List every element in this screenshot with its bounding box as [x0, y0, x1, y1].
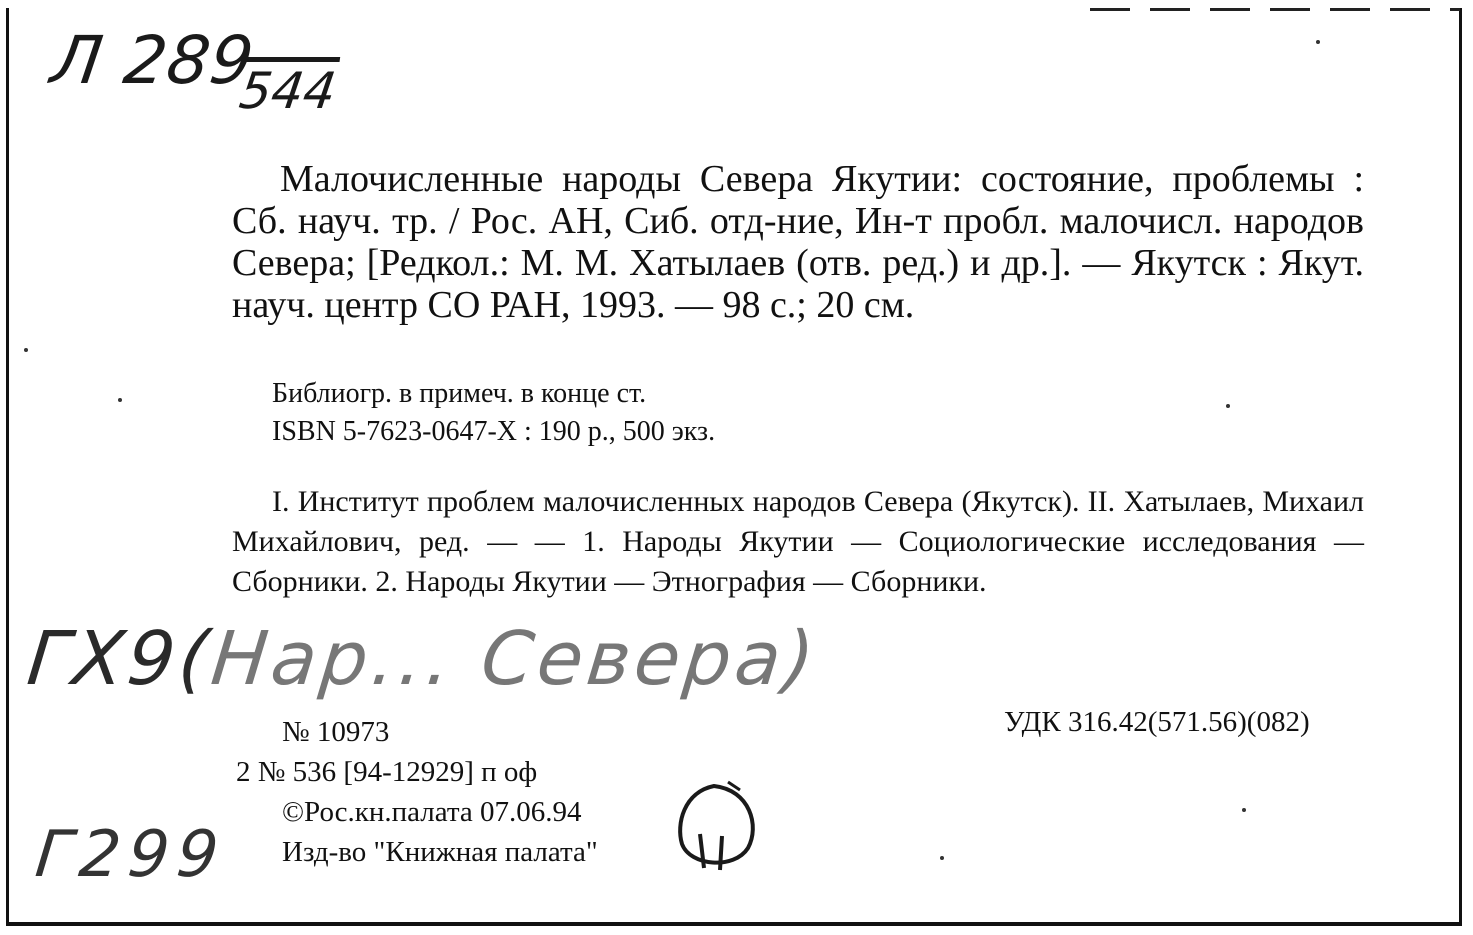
handwritten-shelf-code: Л 289	[46, 22, 260, 99]
handwritten-classification	[23, 616, 822, 702]
bibliographic-description: Малочисленные народы Севера Якутии: состояние, проблемы : Сб. науч. тр. / Рос. АН, Сиб. отд-ние, Ин-т пробл. малочисл. народов Севера; [Редкол.: М. М. Хатылаев (отв. ред.) и др.]. — Якутск : Якут. науч. центр СО РАН, 1993. — 98 с.; 20 см.	[232, 158, 1364, 326]
bibliography-note: Библиогр. в примеч. в конце ст.	[272, 378, 647, 409]
handwritten-shelf-sub: 544	[235, 62, 340, 120]
classification-code: ГХ9(	[23, 616, 217, 702]
handwritten-lower-code: Г299	[32, 818, 230, 892]
speck	[1316, 40, 1320, 44]
publisher-line: Изд-во "Книжная палата"	[282, 836, 598, 868]
udk-code: УДК 316.42(571.56)(082)	[1004, 706, 1310, 738]
order-line: 2 № 536 [94-12929] п оф	[236, 756, 538, 788]
speck	[24, 348, 28, 352]
speck	[940, 856, 944, 860]
copyright-line: ©Рос.кн.палата 07.06.94	[282, 796, 582, 828]
subject-tracing: I. Институт проблем малочисленных народов Севера (Якутск). II. Хатылаев, Михаил Михайлович, ред. — — 1. Народы Якутии — Социологические исследования — Сборники. 2. Народы Якутии — Этнография — Сборники.	[232, 485, 1364, 598]
speck	[1242, 808, 1246, 812]
speck	[118, 398, 122, 402]
isbn-line: ISBN 5-7623-0647-X : 190 р., 500 экз.	[272, 416, 716, 447]
card-top-edge	[1090, 8, 1460, 11]
stamp-icon	[670, 778, 758, 874]
card-number: № 10973	[282, 716, 390, 748]
classification-faint: Нар... Севера)	[207, 616, 822, 702]
speck	[1226, 404, 1230, 408]
